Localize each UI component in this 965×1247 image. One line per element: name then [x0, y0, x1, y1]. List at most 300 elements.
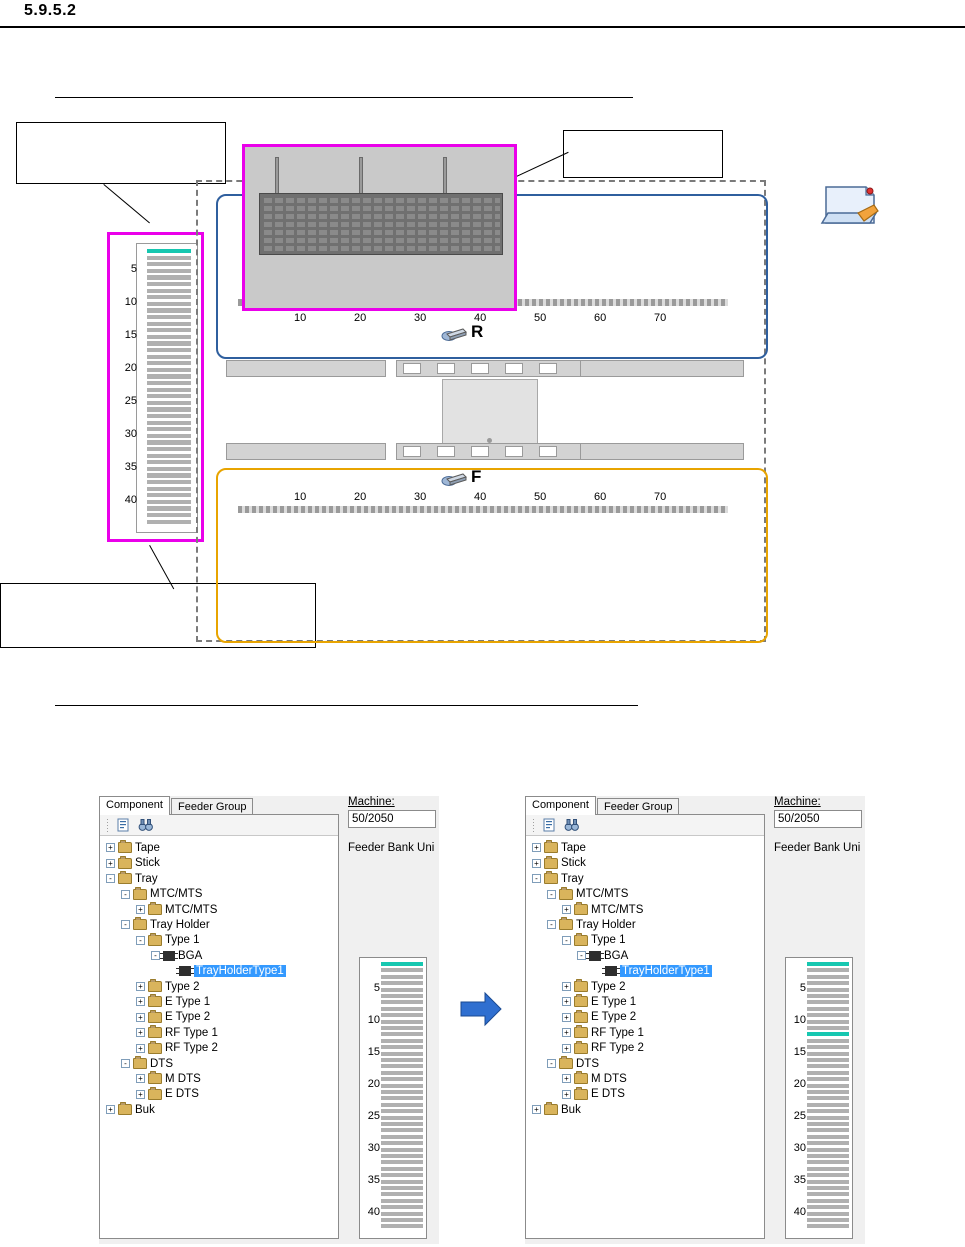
feeder-bank-slot[interactable] — [807, 1199, 849, 1203]
folder-icon — [118, 858, 132, 869]
feeder-bank-slot[interactable] — [381, 1064, 423, 1068]
expand-icon[interactable]: + — [136, 982, 145, 991]
feeder-bank-slot[interactable] — [147, 506, 191, 510]
component-tree-panel-left — [99, 814, 339, 1239]
component-tree-left[interactable] — [106, 841, 336, 1233]
machine-layout-diagram — [196, 180, 766, 642]
tree-node[interactable] — [166, 964, 286, 979]
feeder-bank-slot[interactable] — [381, 1160, 423, 1164]
feeder-bank-slot[interactable] — [381, 1052, 423, 1056]
feeder-bank-slot[interactable] — [147, 322, 191, 326]
folder-icon — [544, 873, 558, 884]
tree-node[interactable] — [592, 964, 712, 979]
feeder-bank-slot[interactable] — [807, 1173, 849, 1177]
tree-toolbar-left — [100, 815, 338, 836]
feeder-bank-scale-label: 10 — [793, 1013, 806, 1026]
folder-icon — [574, 996, 588, 1007]
feeder-bank-slot[interactable] — [807, 1096, 849, 1100]
feeder-bank-slot[interactable] — [381, 1000, 423, 1004]
tab-feeder-group-right[interactable]: Feeder Group — [597, 798, 679, 815]
expand-icon[interactable]: + — [106, 859, 115, 868]
feeder-bank-slot[interactable] — [147, 500, 191, 504]
tree-node[interactable] — [106, 1103, 155, 1118]
collapse-icon[interactable]: - — [106, 874, 115, 883]
feeder-bank-slot[interactable] — [381, 1141, 423, 1145]
expand-icon[interactable]: + — [136, 1044, 145, 1053]
feeder-bank-slot[interactable] — [381, 1077, 423, 1081]
expand-icon[interactable]: + — [106, 843, 115, 852]
tab-component-left[interactable]: Component — [99, 796, 170, 815]
feeder-bank-slot[interactable] — [807, 1103, 849, 1107]
folder-icon — [574, 1089, 588, 1100]
collapse-icon[interactable]: - — [151, 951, 160, 960]
screenshot-after — [525, 796, 865, 1244]
rail-rear-left — [226, 360, 386, 377]
binoculars-icon[interactable] — [138, 818, 153, 832]
feeder-bank-slot[interactable] — [147, 289, 191, 293]
transition-arrow-icon — [459, 990, 503, 1028]
feeder-bank-slot[interactable] — [381, 1173, 423, 1177]
feeder-bank-slot[interactable] — [807, 1116, 849, 1120]
feeder-bank-slot[interactable] — [147, 262, 191, 266]
tree-node[interactable] — [547, 887, 628, 902]
collapse-icon[interactable]: - — [547, 920, 556, 929]
feeder-bank-slot[interactable] — [147, 394, 191, 398]
feeder-bank-slot[interactable] — [147, 447, 191, 451]
tree-node-label: Buk — [135, 1103, 155, 1116]
tree-node-label: Stick — [561, 857, 586, 870]
feeder-bank-slot[interactable] — [381, 1109, 423, 1113]
feeder-bank-slot[interactable] — [381, 1058, 423, 1062]
feeder-bank-slot[interactable] — [807, 1000, 849, 1004]
machine-value-left[interactable]: 50/2050 — [348, 810, 436, 828]
tray-grid-row — [264, 222, 500, 227]
tree-node[interactable] — [547, 918, 636, 933]
tree-node[interactable] — [136, 1041, 218, 1056]
folder-icon — [148, 1027, 162, 1038]
feeder-bank-slot[interactable] — [147, 493, 191, 497]
feeder-bank-slot[interactable] — [807, 1013, 849, 1017]
tree-node[interactable] — [577, 949, 628, 964]
tree-node-label: RF Type 1 — [591, 1026, 644, 1039]
folder-icon — [544, 1104, 558, 1115]
ruler-tick-label: 20 — [354, 312, 367, 324]
feeder-bank-slot[interactable] — [147, 269, 191, 273]
tree-node-label: Stick — [135, 857, 160, 870]
tree-node[interactable] — [136, 933, 200, 948]
expand-icon[interactable]: + — [136, 1090, 145, 1099]
feeder-bank-slot[interactable] — [807, 1084, 849, 1088]
screenshot-before — [99, 796, 439, 1244]
feeder-bank-slot[interactable] — [381, 981, 423, 985]
tray-grid-row — [264, 238, 500, 243]
feeder-bank-slot[interactable] — [381, 1167, 423, 1171]
feeder-bank-slot[interactable] — [147, 381, 191, 385]
collapse-icon[interactable]: - — [532, 874, 541, 883]
feeder-bank-label-right: Feeder Bank Uni — [774, 842, 861, 854]
feeder-bank-slot[interactable] — [807, 1058, 849, 1062]
feeder-bank-slot[interactable] — [807, 1192, 849, 1196]
expand-icon[interactable]: + — [136, 997, 145, 1006]
feeder-bank-slot[interactable] — [807, 1186, 849, 1190]
feeder-bank-strip — [136, 243, 198, 533]
feeder-bank-slot[interactable] — [381, 1013, 423, 1017]
feeder-bank-slot[interactable] — [147, 414, 191, 418]
feeder-bank-slot[interactable] — [381, 1212, 423, 1216]
ruler-tick-label: 60 — [594, 312, 607, 324]
ruler-tick-label: 30 — [414, 491, 427, 503]
feeder-bank-slot[interactable] — [147, 460, 191, 464]
ruler-tick-label: 30 — [414, 312, 427, 324]
feeder-bank-slot[interactable] — [381, 1192, 423, 1196]
tree-node-label: DTS — [150, 1057, 173, 1070]
feeder-bank-slot[interactable] — [381, 962, 423, 966]
tree-node-label: MTC/MTS — [165, 903, 218, 916]
collapse-icon[interactable]: - — [136, 936, 145, 945]
toolbar-grip — [107, 819, 108, 832]
feeder-bank-slot[interactable] — [807, 962, 849, 966]
feeder-bank-slot[interactable] — [147, 302, 191, 306]
new-document-icon[interactable] — [116, 818, 131, 832]
tray-unit-highlight — [242, 144, 517, 311]
ruler-tick-label: 50 — [534, 491, 547, 503]
collapse-icon[interactable]: - — [577, 951, 586, 960]
feeder-bank-slot[interactable] — [807, 1122, 849, 1126]
collapse-icon[interactable]: - — [562, 936, 571, 945]
rail-front-right — [580, 443, 744, 460]
folder-icon — [148, 996, 162, 1007]
tree-node[interactable] — [136, 1072, 201, 1087]
feeder-bank-slot[interactable] — [807, 1026, 849, 1030]
expand-icon[interactable]: + — [562, 1013, 571, 1022]
expand-icon[interactable]: + — [532, 1105, 541, 1114]
tree-node-label: MTC/MTS — [576, 888, 629, 901]
tree-node[interactable] — [562, 1026, 644, 1041]
expand-icon[interactable]: + — [106, 1105, 115, 1114]
feeder-bank-slot[interactable] — [807, 1205, 849, 1209]
tab-component-right[interactable]: Component — [525, 796, 596, 815]
feeder-bank-slot[interactable] — [147, 388, 191, 392]
tree-node[interactable] — [532, 872, 584, 887]
feeder-bank-strip-left[interactable] — [359, 957, 427, 1239]
tree-node[interactable] — [136, 1026, 218, 1041]
feeder-bank-slot[interactable] — [807, 1045, 849, 1049]
feeder-bank-slot[interactable] — [147, 315, 191, 319]
feeder-bank-slot[interactable] — [807, 1077, 849, 1081]
feeder-bank-slot[interactable] — [381, 1007, 423, 1011]
feeder-bank-slot[interactable] — [381, 975, 423, 979]
folder-icon — [133, 1058, 147, 1069]
feeder-bank-slot[interactable] — [807, 1167, 849, 1171]
expand-icon[interactable]: + — [562, 1044, 571, 1053]
feeder-bank-slot[interactable] — [807, 1109, 849, 1113]
feeder-bank-slot[interactable] — [381, 1205, 423, 1209]
tree-node[interactable] — [121, 918, 210, 933]
feeder-bank-slot[interactable] — [147, 513, 191, 517]
feeder-bank-slot[interactable] — [807, 968, 849, 972]
feeder-bank-slot[interactable] — [381, 988, 423, 992]
feeder-bank-slot[interactable] — [147, 256, 191, 260]
feeder-bank-slot[interactable] — [807, 1160, 849, 1164]
tree-node[interactable] — [562, 1041, 644, 1056]
feeder-bank-slot[interactable] — [147, 282, 191, 286]
feeder-bank-slot[interactable] — [807, 988, 849, 992]
collapse-icon[interactable]: - — [547, 1059, 556, 1068]
toolbar-grip — [533, 819, 534, 832]
tree-node[interactable] — [151, 949, 202, 964]
tree-node[interactable] — [106, 841, 160, 856]
feeder-bank-slot[interactable] — [807, 1218, 849, 1222]
tree-node-label: E DTS — [165, 1088, 199, 1101]
tree-node-label: Type 1 — [591, 934, 626, 947]
feeder-bank-slot[interactable] — [381, 1020, 423, 1024]
feeder-bank-slot[interactable] — [807, 1141, 849, 1145]
feeder-bank-slot[interactable] — [807, 1064, 849, 1068]
feeder-bank-slot[interactable] — [147, 427, 191, 431]
tab-feeder-group-left[interactable]: Feeder Group — [171, 798, 253, 815]
feeder-bank-bars-right — [807, 962, 849, 1234]
feeder-bank-slot[interactable] — [147, 308, 191, 312]
tree-node[interactable] — [562, 903, 643, 918]
tree-node-label: M DTS — [165, 1073, 201, 1085]
feeder-bank-slot[interactable] — [147, 348, 191, 352]
tree-node[interactable] — [562, 1010, 636, 1025]
tree-node[interactable] — [532, 1103, 581, 1118]
tree-node-label: RF Type 2 — [591, 1042, 644, 1055]
page-title: 5.9.5.2 — [24, 2, 77, 19]
expand-icon[interactable]: + — [136, 1074, 145, 1083]
component-tree-right[interactable] — [532, 841, 762, 1233]
front-ruler — [238, 506, 728, 513]
machine-value-right[interactable]: 50/2050 — [774, 810, 862, 828]
feeder-bank-slot[interactable] — [147, 434, 191, 438]
feeder-bank-scale-label: 5 — [799, 981, 806, 994]
expand-icon[interactable]: + — [562, 905, 571, 914]
tree-node[interactable] — [562, 995, 636, 1010]
feeder-bank-scale-label: 30 — [124, 428, 137, 441]
collapse-icon[interactable]: - — [121, 920, 130, 929]
tree-node[interactable] — [562, 933, 626, 948]
tree-node[interactable] — [136, 1010, 210, 1025]
ruler-tick-label: 60 — [594, 491, 607, 503]
feeder-bank-slot[interactable] — [807, 1020, 849, 1024]
section-rule-lower — [55, 705, 638, 706]
component-icon — [179, 966, 191, 976]
expand-icon[interactable]: + — [136, 1013, 145, 1022]
collapse-icon[interactable]: - — [547, 890, 556, 899]
feeder-bank-slot[interactable] — [381, 968, 423, 972]
tree-node[interactable] — [532, 856, 586, 871]
feeder-bank-slot[interactable] — [381, 1039, 423, 1043]
feeder-bank-slot[interactable] — [807, 1148, 849, 1152]
feeder-bank-scale-label: 25 — [793, 1109, 806, 1122]
feeder-bank-slot[interactable] — [381, 1071, 423, 1075]
rear-ruler-labels — [238, 312, 738, 326]
tree-node[interactable] — [136, 995, 210, 1010]
feeder-bank-slot[interactable] — [381, 1096, 423, 1100]
tree-node-label: Tray — [135, 872, 158, 885]
feeder-bank-scale-label: 30 — [367, 1141, 380, 1154]
rail-front-left — [226, 443, 386, 460]
feeder-bank-slot[interactable] — [381, 1032, 423, 1036]
feeder-bank-scale-label: 20 — [124, 362, 137, 375]
feeder-bank-slot[interactable] — [381, 1135, 423, 1139]
ruler-tick-label: 40 — [474, 312, 487, 324]
feeder-bank-slot[interactable] — [147, 480, 191, 484]
tree-node[interactable] — [106, 856, 160, 871]
feeder-bank-slot[interactable] — [807, 1135, 849, 1139]
tree-node[interactable] — [562, 1072, 627, 1087]
ruler-tick-label: 70 — [654, 491, 667, 503]
ruler-tick-label: 10 — [294, 491, 307, 503]
front-label: F — [471, 467, 482, 486]
expand-icon[interactable]: + — [562, 997, 571, 1006]
tree-node[interactable] — [532, 841, 586, 856]
feeder-bank-slot[interactable] — [381, 1090, 423, 1094]
feeder-bank-scale — [113, 243, 137, 533]
expand-icon[interactable]: + — [532, 859, 541, 868]
ruler-tick-label: 70 — [654, 312, 667, 324]
component-icon — [163, 951, 175, 961]
tree-node[interactable] — [136, 903, 217, 918]
feeder-bank-strip-right[interactable] — [785, 957, 853, 1239]
feeder-bank-scale-label: 5 — [373, 981, 380, 994]
feeder-bank-slot[interactable] — [381, 1045, 423, 1049]
folder-icon — [148, 1043, 162, 1054]
feeder-bank-scale-label: 20 — [367, 1077, 380, 1090]
feeder-bank-slot[interactable] — [807, 1090, 849, 1094]
folder-icon — [133, 889, 147, 900]
feeder-bank-slot[interactable] — [147, 328, 191, 332]
feeder-bank-slot[interactable] — [381, 1224, 423, 1228]
feeder-bank-scale-label: 15 — [793, 1045, 806, 1058]
feeder-bank-slot[interactable] — [807, 1154, 849, 1158]
folder-icon — [574, 1073, 588, 1084]
tree-node-label: RF Type 1 — [165, 1026, 218, 1039]
new-document-icon[interactable] — [542, 818, 557, 832]
rear-label: R — [471, 322, 484, 341]
feeder-bank-slot[interactable] — [807, 981, 849, 985]
feeder-bank-slot[interactable] — [147, 520, 191, 524]
feeder-bank-slot[interactable] — [807, 1071, 849, 1075]
feeder-bank-slot[interactable] — [381, 1218, 423, 1222]
feeder-bank-slot[interactable] — [381, 1128, 423, 1132]
tree-node[interactable] — [121, 1057, 173, 1072]
tray-grid-row — [264, 198, 500, 203]
feeder-bank-slot[interactable] — [147, 275, 191, 279]
feeder-bank-scale-label: 35 — [793, 1173, 806, 1186]
tray-grid-row — [264, 246, 500, 251]
feeder-bank-slot[interactable] — [147, 440, 191, 444]
collapse-icon[interactable]: - — [121, 890, 130, 899]
feeder-bank-slot[interactable] — [147, 355, 191, 359]
feeder-bank-slot[interactable] — [147, 467, 191, 471]
tree-node[interactable] — [547, 1057, 599, 1072]
feeder-bank-slot[interactable] — [807, 1007, 849, 1011]
feeder-bank-slot[interactable] — [147, 407, 191, 411]
expand-icon[interactable]: + — [136, 1028, 145, 1037]
tray-grid-row — [264, 206, 500, 211]
feeder-bank-slot[interactable] — [381, 1186, 423, 1190]
tree-node[interactable] — [136, 980, 200, 995]
feeder-icon-rear — [441, 326, 467, 342]
component-tree-panel-right — [525, 814, 765, 1239]
tree-node-label: Tray — [561, 872, 584, 885]
feeder-bank-slot[interactable] — [807, 1180, 849, 1184]
feeder-bank-slot[interactable] — [807, 1224, 849, 1228]
tree-node-label: DTS — [576, 1057, 599, 1070]
tree-node[interactable] — [121, 887, 202, 902]
expand-icon[interactable]: + — [532, 843, 541, 852]
tree-node-label: RF Type 2 — [165, 1042, 218, 1055]
feeder-bank-slot[interactable] — [807, 1212, 849, 1216]
tree-node[interactable] — [136, 1087, 199, 1102]
feeder-bank-slot[interactable] — [147, 341, 191, 345]
tray-grid-row — [264, 214, 500, 219]
feeder-bank-slot[interactable] — [381, 1116, 423, 1120]
feeder-bank-slot[interactable] — [381, 1084, 423, 1088]
feeder-bank-slot[interactable] — [147, 295, 191, 299]
expand-icon[interactable]: + — [562, 1090, 571, 1099]
feeder-bank-slot[interactable] — [147, 487, 191, 491]
feeder-bank-slot[interactable] — [807, 1052, 849, 1056]
tree-node[interactable] — [106, 872, 158, 887]
feeder-bank-slot[interactable] — [381, 1026, 423, 1030]
feeder-bank-slot[interactable] — [147, 454, 191, 458]
feeder-bank-slot[interactable] — [147, 335, 191, 339]
folder-icon — [118, 1104, 132, 1115]
tree-node-label: E Type 2 — [165, 1011, 211, 1024]
folder-icon — [148, 904, 162, 915]
feeder-bank-slot[interactable] — [807, 994, 849, 998]
feeder-bank-slot[interactable] — [807, 975, 849, 979]
feeder-bank-slot[interactable] — [381, 1180, 423, 1184]
feeder-bank-slot[interactable] — [147, 368, 191, 372]
feeder-bank-slot[interactable] — [381, 1148, 423, 1152]
tray-unit-body — [259, 193, 503, 255]
feeder-bank-slot[interactable] — [381, 1154, 423, 1158]
expand-icon[interactable]: + — [562, 982, 571, 991]
folder-icon — [148, 981, 162, 992]
expand-icon[interactable]: + — [136, 905, 145, 914]
expand-icon[interactable]: + — [562, 1074, 571, 1083]
feeder-bank-slot[interactable] — [147, 361, 191, 365]
feeder-bank-slot[interactable] — [807, 1039, 849, 1043]
tree-node[interactable] — [562, 1087, 625, 1102]
feeder-bank-slot[interactable] — [381, 1199, 423, 1203]
feeder-bank-slot[interactable] — [147, 473, 191, 477]
tree-toolbar-right — [526, 815, 764, 836]
collapse-icon[interactable]: - — [121, 1059, 130, 1068]
feeder-bank-slot[interactable] — [147, 401, 191, 405]
feeder-bank-slot[interactable] — [381, 1103, 423, 1107]
feeder-bank-slot[interactable] — [807, 1032, 849, 1036]
feeder-bank-slot[interactable] — [147, 249, 191, 253]
tree-node-label: MTC/MTS — [150, 888, 203, 901]
tray-grid-row — [264, 230, 500, 235]
feeder-bank-scale-label: 40 — [367, 1205, 380, 1218]
feeder-bank-slot[interactable] — [381, 994, 423, 998]
binoculars-icon[interactable] — [564, 818, 579, 832]
expand-icon[interactable]: + — [562, 1028, 571, 1037]
feeder-bank-slot[interactable] — [147, 374, 191, 378]
feeder-bank-slot[interactable] — [807, 1128, 849, 1132]
feeder-bank-scale-label: 5 — [130, 263, 137, 276]
tree-node[interactable] — [562, 980, 626, 995]
section-rule-upper — [55, 97, 633, 98]
feeder-bank-slot[interactable] — [381, 1122, 423, 1126]
feeder-bank-slot[interactable] — [147, 421, 191, 425]
